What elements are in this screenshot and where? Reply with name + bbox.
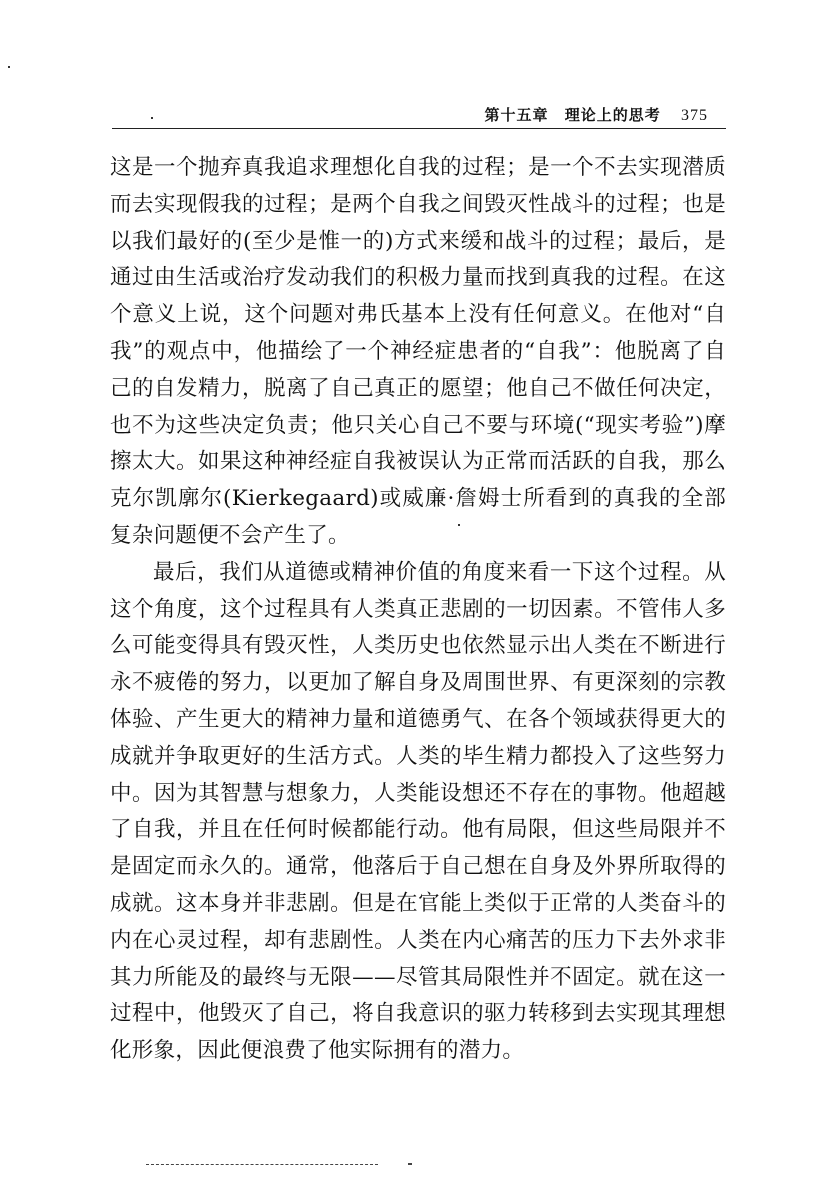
running-header — [112, 98, 726, 130]
paragraph: 这是一个抛弃真我追求理想化自我的过程；是一个不去实现潜质而去实现假我的过程；是两个自我之间毁灭性战斗的过程；也是以我们最好的(至少是惟一的)方式来缓和战斗的过程；最后，是通过由生活或治疗发动我们的积极力量而找到真我的过程。在这个意义上说，这个问题对弗氏基本上没有任何意义。在他对“自我”的观点中，他描绘了一个神经症患者的“自我”：他脱离了自己的自发精力，脱离了自己真正的愿望；他自己不做任何决定，也不为这些决定负责；他只关心自己不要与环境(“现实考验”)摩擦太大。如果这种神经症自我被误认为正常而活跃的自我，那么克尔凯廓尔(Kierkegaard)或威廉·詹姆士所看到的真我的全部复杂问题便不会产生了。 — [110, 155, 726, 548]
body-text — [110, 150, 726, 1070]
chapter-label: 第十五章 — [484, 106, 549, 124]
page-number: 375 — [681, 107, 708, 124]
header-text — [475, 104, 709, 125]
footer-mark — [408, 1163, 412, 1165]
header-rule — [112, 128, 726, 129]
scan-speck — [8, 66, 10, 68]
chapter-title: 理论上的思考 — [564, 106, 661, 124]
paragraph: 最后，我们从道德或精神价值的角度来看一下这个过程。从这个角度，这个过程具有人类真正悲剧的一切因素。不管伟人多么可能变得具有毁灭性，人类历史也依然显示出人类在不断进行永不疲倦的努力，以更加了解自身及周围世界、有更深刻的宗教体验、产生更大的精神力量和道德勇气、在各个领域获得更大的成就并争取更好的生活方式。人类的毕生精力都投入了这些努力中。因为其智慧与想象力，人类能设想还不存在的事物。他超越了自我，并且在任何时候都能行动。他有局限，但这些局限并不是固定而永久的。通常，他落后于自己想在自身及外界所取得的成就。这本身并非悲剧。但是在官能上类似于正常的人类奋斗的内在心灵过程，却有悲剧性。人类在内心痛苦的压力下去外求非其力所能及的最终与无限——尽管其局限性并不固定。就在这一过程中，他毁灭了自己，将自我意识的驱力转移到去实现其理想化形象，因此便浪费了他实际拥有的潜力。 — [110, 559, 726, 1064]
footer-rule — [146, 1164, 378, 1165]
